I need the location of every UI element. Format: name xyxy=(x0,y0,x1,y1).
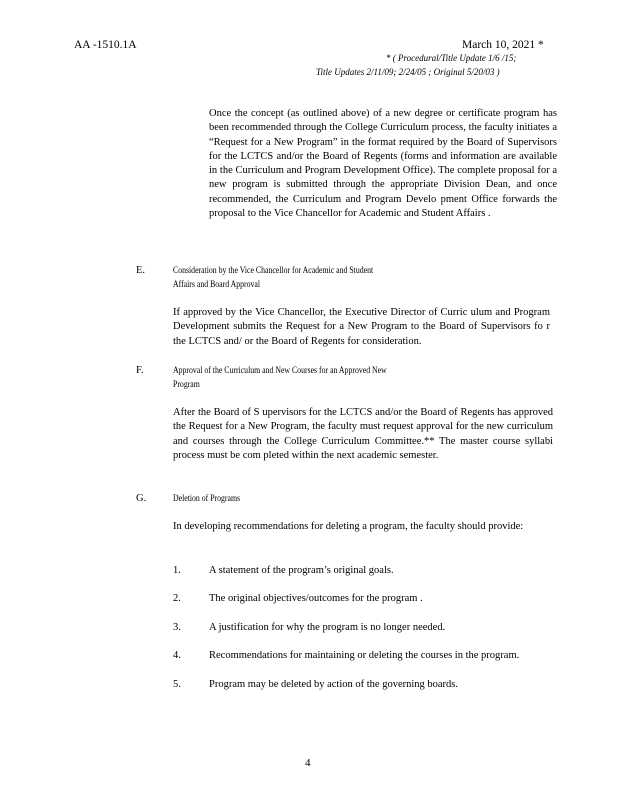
section-e-heading-line1: Consideration by the Vice Chancellor for Academic and Student xyxy=(173,266,374,276)
list-item-text: Recommendations for maintaining or deleting the courses in the program. xyxy=(209,650,520,661)
list-item-text: A justification for why the program is no longer needed. xyxy=(209,622,446,633)
list-item-text: The original objectives/outcomes for the program . xyxy=(209,593,423,604)
section-f-letter: F. xyxy=(136,365,144,376)
update-note-line1: * ( Procedural/Title Update 1/6 /15; xyxy=(386,53,517,63)
section-e-body: If approved by the Vice Chancellor, the Executive Director of Curric ulum and Program Development submits the Request for a New Program to the Board of Supervisors fo r the LCTCS and/ or the Board of Regents for consideration. xyxy=(173,307,550,347)
update-note-line2: Title Updates 2/11/09; 2/24/05 ; Original 5/20/03 ) xyxy=(316,67,500,77)
section-g-body: In developing recommendations for deleting a program, the faculty should provide: xyxy=(173,521,524,532)
list-item-number: 4. xyxy=(173,650,181,661)
list-item-number: 3. xyxy=(173,622,181,633)
list-item-text: A statement of the program’s original goals. xyxy=(209,565,394,576)
section-f-body: After the Board of S upervisors for the LCTCS and/or the Board of Regents has approved the Request for a New Program, the faculty must request approval for the new curriculum and courses through the College Curriculum Committee.** The master course syllabi process must be com pleted within the next academic semester. xyxy=(173,407,553,461)
list-item-number: 5. xyxy=(173,679,181,690)
section-g-letter: G. xyxy=(136,493,147,504)
section-g-heading: Deletion of Programs xyxy=(173,494,241,504)
list-item-number: 1. xyxy=(173,565,181,576)
document-date: March 10, 2021 * xyxy=(462,39,544,51)
section-f-heading-line2: Program xyxy=(173,380,200,390)
section-e-letter: E. xyxy=(136,265,146,276)
list-item-number: 2. xyxy=(173,593,181,604)
section-f-heading-line1: Approval of the Curriculum and New Courses for an Approved New xyxy=(173,366,387,376)
page-number: 4 xyxy=(305,757,311,769)
document-id: AA -1510.1A xyxy=(74,39,137,51)
section-e-heading-line2: Affairs and Board Approval xyxy=(173,280,261,290)
intro-paragraph: Once the concept (as outlined above) of a new degree or certificate program has been recommended through the College Curriculum process, the faculty initiates a “Request for a New Program” in the format required by the Board of Supervisors for the LCTCS and/or the Board of Regents (forms and information are available in the Curriculum and Program Development Office). The complete proposal for a new program is submitted through the appropriate Division Dean, and once recommended, the Curriculum and Program Develo pment Office forwards the proposal to the Vice Chancellor for Academic and Student Affairs . xyxy=(209,108,557,220)
list-item-text: Program may be deleted by action of the governing boards. xyxy=(209,679,459,690)
